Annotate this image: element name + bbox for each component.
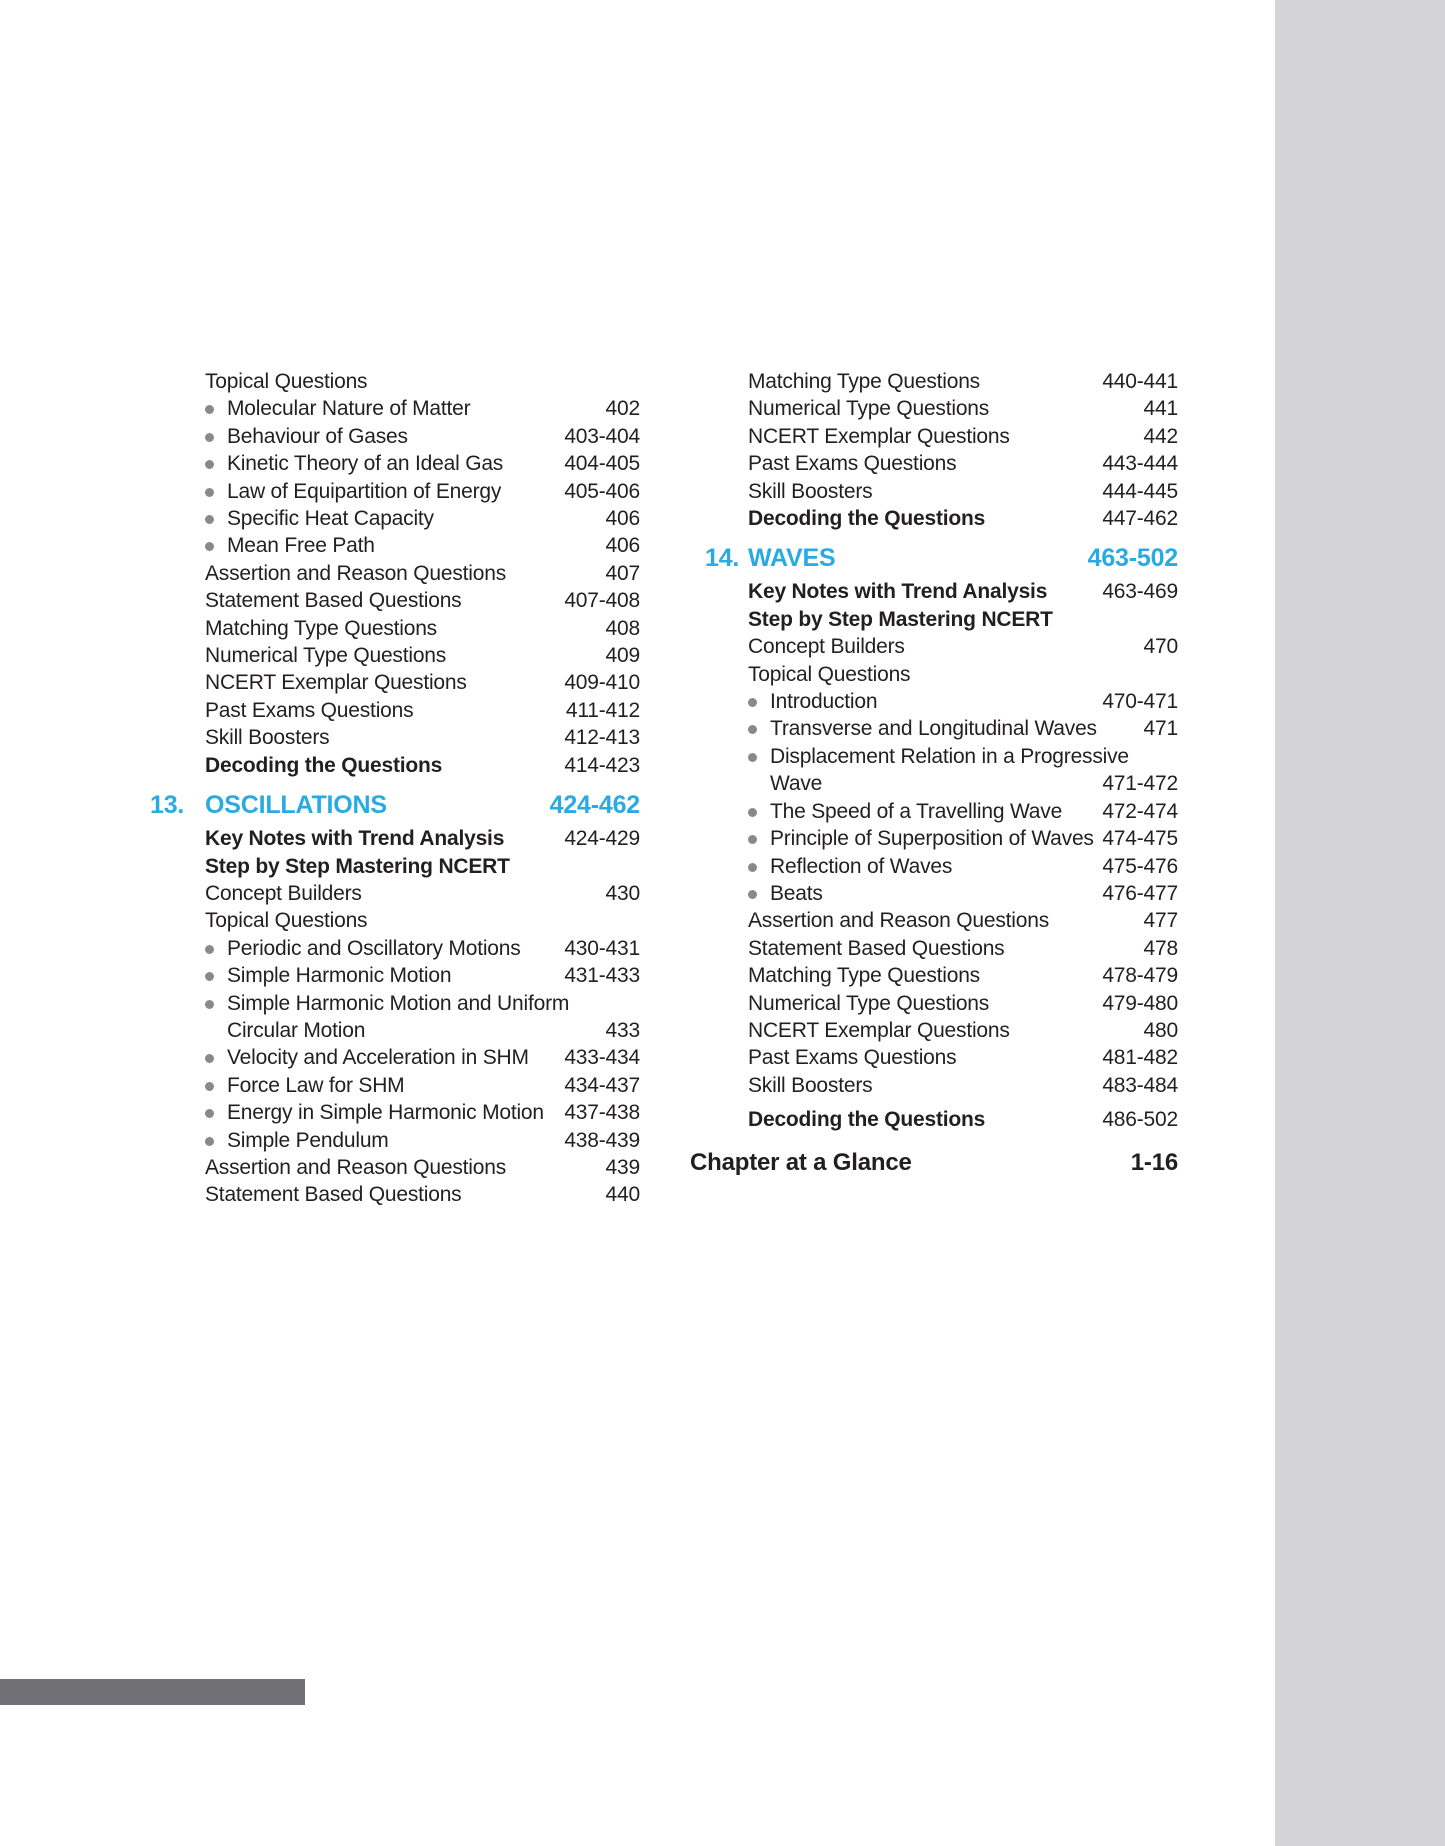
chapter-heading	[150, 789, 640, 822]
toc-entry-pages: 407	[605, 561, 640, 585]
toc-row	[205, 853, 640, 880]
bullet-icon	[205, 1044, 227, 1071]
toc-entry-label: Assertion and Reason Questions	[748, 909, 1050, 933]
toc-row	[748, 880, 1178, 907]
toc-entry-pages: 463-469	[1102, 580, 1178, 604]
toc-row	[205, 587, 640, 614]
toc-entry-label: Topical Questions	[205, 909, 368, 933]
toc-entry-pages: 480	[1143, 1018, 1178, 1042]
bullet-icon	[748, 880, 770, 907]
toc-row	[205, 697, 640, 724]
toc-entry-pages: 443-444	[1102, 452, 1178, 476]
toc-column-left	[150, 368, 640, 1209]
toc-entry-pages: 471-472	[1102, 772, 1178, 796]
toc-entry-label: NCERT Exemplar Questions	[748, 1018, 1010, 1042]
toc-row	[205, 1072, 640, 1099]
toc-entry-label: Wave	[770, 772, 823, 796]
toc-entry-pages: 424-429	[564, 827, 640, 851]
toc-row	[205, 935, 640, 962]
toc-entry-label: Numerical Type Questions	[748, 991, 990, 1015]
toc-entry-pages: 442	[1143, 424, 1178, 448]
toc-entry-label: Numerical Type Questions	[748, 397, 990, 421]
toc-row	[205, 395, 640, 422]
toc-entry-label: Assertion and Reason Questions	[205, 1155, 507, 1179]
toc-entry-label: Step by Step Mastering NCERT	[205, 854, 510, 878]
toc-row	[748, 907, 1178, 934]
toc-entry-label: Velocity and Acceleration in SHM	[227, 1046, 529, 1070]
toc-entry-pages: 431-433	[564, 964, 640, 988]
toc-row	[205, 962, 640, 989]
toc-entry-label: Force Law for SHM	[227, 1073, 405, 1097]
bullet-icon	[748, 715, 770, 742]
toc-entry-label: Mean Free Path	[227, 534, 375, 558]
toc-entry-label: Concept Builders	[205, 881, 362, 905]
toc-entry-pages: 478-479	[1102, 964, 1178, 988]
toc-entry-label: Specific Heat Capacity	[227, 507, 434, 531]
toc-entry-pages: 430	[605, 881, 640, 905]
toc-entry-pages: 481-482	[1102, 1046, 1178, 1070]
toc-entry-pages: 478	[1143, 936, 1178, 960]
bullet-icon	[205, 990, 227, 1017]
bullet-icon	[205, 1127, 227, 1154]
toc-entry-pages: 408	[605, 616, 640, 640]
chapter-number: 13.	[150, 791, 185, 820]
toc-entry-label: Concept Builders	[748, 635, 905, 659]
toc-entry-label: Decoding the Questions	[748, 1108, 986, 1132]
toc-entry-pages: 474-475	[1102, 827, 1178, 851]
toc-entry-label: Statement Based Questions	[205, 589, 462, 613]
toc-entry-label: Molecular Nature of Matter	[227, 397, 471, 421]
toc-row	[205, 1044, 640, 1071]
toc-row	[748, 606, 1178, 633]
toc-entry-pages: 486-502	[1102, 1108, 1178, 1132]
toc-row	[205, 669, 640, 696]
toc-entry-pages: 404-405	[564, 452, 640, 476]
chapter-title: WAVES	[748, 544, 836, 573]
toc-entry-label: Decoding the Questions	[205, 753, 443, 777]
toc-entry-label: Matching Type Questions	[748, 964, 980, 988]
toc-row	[205, 560, 640, 587]
toc-row	[748, 798, 1178, 825]
toc-row	[748, 743, 1178, 770]
toc-row	[748, 853, 1178, 880]
bullet-icon	[205, 935, 227, 962]
toc-entry-label: Circular Motion	[227, 1018, 366, 1042]
toc-entry-pages: 440-441	[1102, 370, 1178, 393]
toc-row	[205, 825, 640, 852]
toc-row	[205, 990, 640, 1017]
toc-entry-pages: 475-476	[1102, 854, 1178, 878]
toc-row	[205, 880, 640, 907]
toc-row	[227, 1017, 640, 1044]
chapter-page-range: 463-502	[1087, 544, 1178, 573]
toc-entry-label: Past Exams Questions	[748, 452, 957, 476]
toc-row	[205, 752, 640, 779]
toc-entry-pages: 407-408	[564, 589, 640, 613]
toc-row	[748, 1017, 1178, 1044]
toc-entry-label: Key Notes with Trend Analysis	[205, 827, 505, 851]
toc-entry-label: Reflection of Waves	[770, 854, 953, 878]
toc-entry-label: Periodic and Oscillatory Motions	[227, 936, 521, 960]
bullet-icon	[205, 1072, 227, 1099]
toc-entry-label: Step by Step Mastering NCERT	[748, 607, 1053, 631]
toc-row	[205, 1099, 640, 1126]
chapter-title: OSCILLATIONS	[205, 791, 387, 820]
bullet-icon	[205, 450, 227, 477]
bullet-icon	[205, 423, 227, 450]
toc-entry-label: Skill Boosters	[205, 726, 330, 750]
toc-entry-label: Law of Equipartition of Energy	[227, 479, 502, 503]
toc-row	[205, 505, 640, 532]
toc-entry-label: NCERT Exemplar Questions	[748, 424, 1010, 448]
toc-entry-label: Simple Harmonic Motion	[227, 964, 452, 988]
toc-entry-label: Topical Questions	[205, 370, 368, 393]
bullet-icon	[205, 505, 227, 532]
toc-entry-label: NCERT Exemplar Questions	[205, 671, 467, 695]
toc-row	[205, 642, 640, 669]
footer-bar	[0, 1679, 305, 1705]
toc-column-right	[690, 368, 1178, 1179]
toc-row	[205, 450, 640, 477]
toc-entry-pages: 441	[1143, 397, 1178, 421]
toc-row	[205, 724, 640, 751]
toc-entry-pages: 470-471	[1102, 690, 1178, 714]
toc-entry-label: Behaviour of Gases	[227, 424, 408, 448]
toc-row	[205, 478, 640, 505]
bullet-icon	[205, 962, 227, 989]
toc-entry-label: Topical Questions	[748, 662, 911, 686]
toc-entry-pages: 471	[1143, 717, 1178, 741]
toc-row	[748, 935, 1178, 962]
toc-entry-label: Decoding the Questions	[748, 507, 986, 531]
toc-entry-label: Displacement Relation in a Progressive	[770, 744, 1129, 768]
toc-row	[748, 1072, 1178, 1099]
toc-row	[205, 423, 640, 450]
toc-row	[748, 1106, 1178, 1133]
toc-row	[748, 368, 1178, 395]
bullet-icon	[205, 478, 227, 505]
toc-row	[748, 990, 1178, 1017]
toc-entry-label: Assertion and Reason Questions	[205, 561, 507, 585]
toc-entry-pages: 477	[1143, 909, 1178, 933]
toc-entry-label: Skill Boosters	[748, 479, 873, 503]
toc-entry-pages: 476-477	[1102, 881, 1178, 905]
toc-entry-pages: 483-484	[1102, 1073, 1178, 1097]
toc-entry-pages: 433	[605, 1018, 640, 1042]
toc-row	[205, 1127, 640, 1154]
toc-entry-label: Introduction	[770, 690, 878, 714]
page-edge-strip	[1275, 0, 1445, 1846]
toc-entry-pages: 437-438	[564, 1101, 640, 1125]
bullet-icon	[205, 395, 227, 422]
toc-row	[748, 578, 1178, 605]
toc-entry-pages: 405-406	[564, 479, 640, 503]
toc-entry-pages: 414-423	[564, 753, 640, 777]
toc-row	[770, 770, 1178, 797]
bullet-icon	[748, 853, 770, 880]
bullet-icon	[748, 688, 770, 715]
bullet-icon	[205, 532, 227, 559]
bullet-icon	[205, 1099, 227, 1126]
toc-entry-pages: 479-480	[1102, 991, 1178, 1015]
toc-entry-pages: 440	[605, 1183, 640, 1207]
toc-entry-label: Transverse and Longitudinal Waves	[770, 717, 1097, 741]
toc-row	[205, 1181, 640, 1208]
toc-entry-pages: 403-404	[564, 424, 640, 448]
toc-row	[748, 715, 1178, 742]
toc-entry-label: Matching Type Questions	[205, 616, 437, 640]
toc-entry-label: The Speed of a Travelling Wave	[770, 799, 1063, 823]
toc-entry-pages: 411-412	[565, 698, 640, 722]
toc-row	[748, 450, 1178, 477]
toc-entry-label: Past Exams Questions	[748, 1046, 957, 1070]
toc-entry-pages: 406	[605, 507, 640, 531]
toc-row	[205, 907, 640, 934]
toc-row	[748, 478, 1178, 505]
toc-entry-label: Past Exams Questions	[205, 698, 414, 722]
toc-entry-label: Beats	[770, 881, 823, 905]
toc-entry-pages: 434-437	[564, 1073, 640, 1097]
chapter-at-a-glance-row	[690, 1146, 1178, 1179]
bullet-icon	[748, 825, 770, 852]
toc-entry-label: Numerical Type Questions	[205, 644, 447, 668]
toc-entry-pages: 447-462	[1102, 507, 1178, 531]
toc-entry-pages: 470	[1143, 635, 1178, 659]
bullet-icon	[748, 743, 770, 770]
toc-entry-pages: 409-410	[564, 671, 640, 695]
toc-entry-pages: 438-439	[564, 1128, 640, 1152]
toc-entry-pages: 472-474	[1102, 799, 1178, 823]
bullet-icon	[748, 798, 770, 825]
toc-row	[748, 1044, 1178, 1071]
toc-entry-label: Statement Based Questions	[205, 1183, 462, 1207]
toc-entry-pages: 409	[605, 644, 640, 668]
toc-entry-pages: 439	[605, 1155, 640, 1179]
toc-entry-pages: 406	[605, 534, 640, 558]
chapter-page-range: 424-462	[549, 791, 640, 820]
toc-entry-label: Skill Boosters	[748, 1073, 873, 1097]
toc-row	[205, 368, 640, 395]
toc-entry-label: Simple Pendulum	[227, 1128, 389, 1152]
toc-entry-label: Statement Based Questions	[748, 936, 1005, 960]
toc-row	[748, 423, 1178, 450]
toc-entry-pages: 444-445	[1102, 479, 1178, 503]
toc-entry-label: Principle of Superposition of Waves	[770, 827, 1094, 851]
toc-entry-label: Energy in Simple Harmonic Motion	[227, 1101, 544, 1125]
toc-row	[748, 633, 1178, 660]
chapter-number: 14.	[705, 544, 740, 573]
toc-row	[748, 395, 1178, 422]
toc-row	[748, 661, 1178, 688]
toc-row	[205, 532, 640, 559]
glance-page-range: 1-16	[1130, 1148, 1178, 1176]
chapter-heading	[705, 542, 1178, 575]
toc-entry-pages: 430-431	[564, 936, 640, 960]
toc-entry-pages: 412-413	[564, 726, 640, 750]
toc-entry-pages: 433-434	[564, 1046, 640, 1070]
toc-entry-label: Kinetic Theory of an Ideal Gas	[227, 452, 504, 476]
toc-entry-label: Matching Type Questions	[748, 370, 980, 393]
toc-row	[748, 688, 1178, 715]
glance-label: Chapter at a Glance	[690, 1148, 912, 1176]
toc-entry-label: Simple Harmonic Motion and Uniform	[227, 991, 570, 1015]
toc-entry-pages: 402	[605, 397, 640, 421]
toc-entry-label: Key Notes with Trend Analysis	[748, 580, 1048, 604]
toc-row	[205, 1154, 640, 1181]
toc-row	[748, 505, 1178, 532]
toc-row	[748, 825, 1178, 852]
toc-row	[748, 962, 1178, 989]
toc-row	[205, 615, 640, 642]
